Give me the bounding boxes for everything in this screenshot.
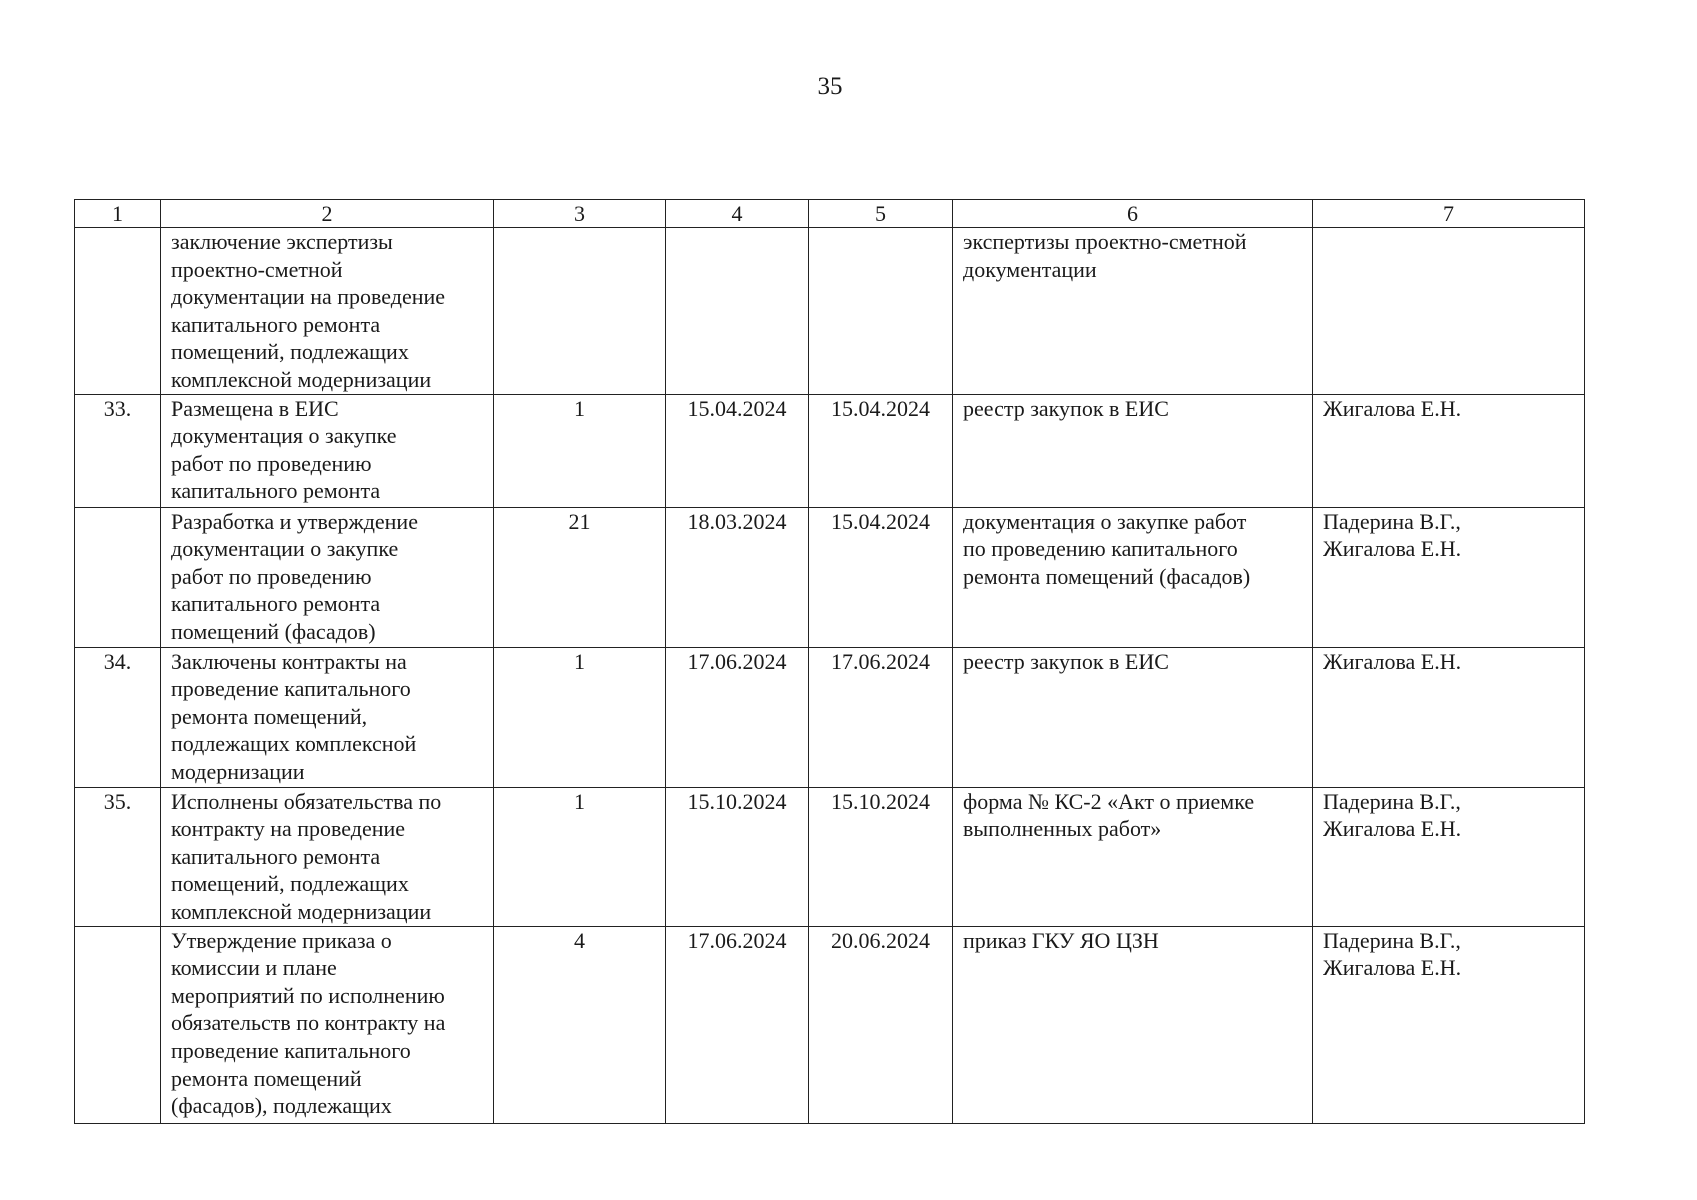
text-line: Падерина В.Г., xyxy=(1323,788,1461,814)
column-header: 5 xyxy=(809,200,953,228)
cell-number xyxy=(75,926,161,1123)
cell-duration: 21 xyxy=(494,507,666,647)
cell-duration: 4 xyxy=(494,926,666,1123)
table-row xyxy=(75,787,1585,926)
table-row xyxy=(75,394,1585,507)
text-line: Жигалова Е.Н. xyxy=(1323,536,1462,562)
text-line: подлежащих комплексной xyxy=(171,731,417,757)
cell-end-date: 17.06.2024 xyxy=(809,647,953,787)
cell-responsible xyxy=(1313,647,1585,787)
text-line: Заключены контракты на xyxy=(171,648,407,674)
text-line: документация о закупке xyxy=(171,423,397,449)
cell-end-date: 15.10.2024 xyxy=(809,787,953,926)
text-line: проведение капитального xyxy=(171,1037,411,1063)
cell-duration: 1 xyxy=(494,647,666,787)
cell-document xyxy=(953,394,1313,507)
text-line: документация о закупке работ xyxy=(963,508,1247,534)
text-line: по проведению капитального xyxy=(963,536,1238,562)
text-line: Разработка и утверждение xyxy=(171,508,418,534)
text-line: документации на проведение xyxy=(171,284,446,310)
text-line: помещений, подлежащих xyxy=(171,339,409,365)
text-line: приказ ГКУ ЯО ЦЗН xyxy=(963,927,1159,953)
text-line: форма № КС-2 «Акт о приемке xyxy=(963,788,1255,814)
text-line: заключение экспертизы xyxy=(171,229,393,254)
text-line: проектно-сметной xyxy=(171,256,343,282)
text-line: Падерина В.Г., xyxy=(1323,508,1461,534)
cell-end-date: 20.06.2024 xyxy=(809,926,953,1123)
cell-start-date xyxy=(666,228,809,395)
cell-duration: 1 xyxy=(494,394,666,507)
cell-start-date: 17.06.2024 xyxy=(666,926,809,1123)
text-line: Жигалова Е.Н. xyxy=(1323,955,1462,981)
text-line: капитального ремонта xyxy=(171,311,381,337)
text-line: капитального ремонта xyxy=(171,478,381,504)
text-line: комплексной модернизации xyxy=(171,366,432,392)
cell-document xyxy=(953,507,1313,647)
table-row xyxy=(75,228,1585,395)
cell-start-date: 15.04.2024 xyxy=(666,394,809,507)
text-line: ремонта помещений (фасадов) xyxy=(963,563,1251,589)
text-line: Жигалова Е.Н. xyxy=(1323,648,1462,674)
cell-responsible xyxy=(1313,394,1585,507)
cell-start-date: 15.10.2024 xyxy=(666,787,809,926)
text-line: капитального ремонта xyxy=(171,591,381,617)
plan-table xyxy=(74,199,1585,1124)
text-line: Жигалова Е.Н. xyxy=(1323,816,1462,842)
cell-document xyxy=(953,787,1313,926)
text-line: помещений, подлежащих xyxy=(171,871,409,897)
cell-duration: 1 xyxy=(494,787,666,926)
table-body xyxy=(75,228,1585,1124)
text-line: ремонта помещений, xyxy=(171,703,368,729)
text-line: документации о закупке xyxy=(171,536,399,562)
cell-end-date: 15.04.2024 xyxy=(809,507,953,647)
text-line: документации xyxy=(963,256,1097,282)
cell-responsible xyxy=(1313,787,1585,926)
cell-event xyxy=(161,647,494,787)
cell-event xyxy=(161,787,494,926)
text-line: работ по проведению xyxy=(171,563,372,589)
cell-event xyxy=(161,394,494,507)
text-line: контракту на проведение xyxy=(171,816,406,842)
text-line: выполненных работ» xyxy=(963,816,1162,842)
column-header: 3 xyxy=(494,200,666,228)
text-line: работ по проведению xyxy=(171,450,372,476)
text-line: Исполнены обязательства по xyxy=(171,788,442,814)
text-line: модернизации xyxy=(171,758,305,784)
cell-number: 34. xyxy=(75,647,161,787)
cell-number: 35. xyxy=(75,787,161,926)
text-line: Утверждение приказа о xyxy=(171,927,392,953)
table-row xyxy=(75,507,1585,647)
cell-responsible xyxy=(1313,507,1585,647)
cell-start-date: 17.06.2024 xyxy=(666,647,809,787)
cell-event xyxy=(161,926,494,1123)
cell-event xyxy=(161,507,494,647)
text-line: мероприятий по исполнению xyxy=(171,982,445,1008)
text-line: реестр закупок в ЕИС xyxy=(963,648,1169,674)
text-line: ремонта помещений xyxy=(171,1065,362,1091)
cell-start-date: 18.03.2024 xyxy=(666,507,809,647)
cell-document xyxy=(953,228,1313,395)
cell-number: 33. xyxy=(75,394,161,507)
cell-number xyxy=(75,507,161,647)
cell-document xyxy=(953,647,1313,787)
text-line: реестр закупок в ЕИС xyxy=(963,395,1169,421)
column-header: 6 xyxy=(953,200,1313,228)
cell-event xyxy=(161,228,494,395)
text-line: обязательств по контракту на xyxy=(171,1010,446,1036)
page-number: 35 xyxy=(817,73,843,100)
text-line: проведение капитального xyxy=(171,676,411,702)
column-header: 7 xyxy=(1313,200,1585,228)
text-line: комплексной модернизации xyxy=(171,898,432,924)
cell-responsible xyxy=(1313,228,1585,395)
cell-number xyxy=(75,228,161,395)
text-line: помещений (фасадов) xyxy=(171,618,376,644)
text-line: (фасадов), подлежащих xyxy=(171,1093,392,1119)
cell-duration xyxy=(494,228,666,395)
table-row xyxy=(75,926,1585,1123)
text-line: Жигалова Е.Н. xyxy=(1323,395,1462,421)
cell-end-date: 15.04.2024 xyxy=(809,394,953,507)
text-line: экспертизы проектно-сметной xyxy=(963,229,1247,254)
cell-responsible xyxy=(1313,926,1585,1123)
column-header: 1 xyxy=(75,200,161,228)
text-line: капитального ремонта xyxy=(171,843,381,869)
table-header-row xyxy=(75,200,1585,228)
cell-end-date xyxy=(809,228,953,395)
column-header: 4 xyxy=(666,200,809,228)
text-line: комиссии и плане xyxy=(171,955,337,981)
text-line: Падерина В.Г., xyxy=(1323,927,1461,953)
table-row xyxy=(75,647,1585,787)
text-line: Размещена в ЕИС xyxy=(171,395,339,421)
column-header: 2 xyxy=(161,200,494,228)
cell-document xyxy=(953,926,1313,1123)
